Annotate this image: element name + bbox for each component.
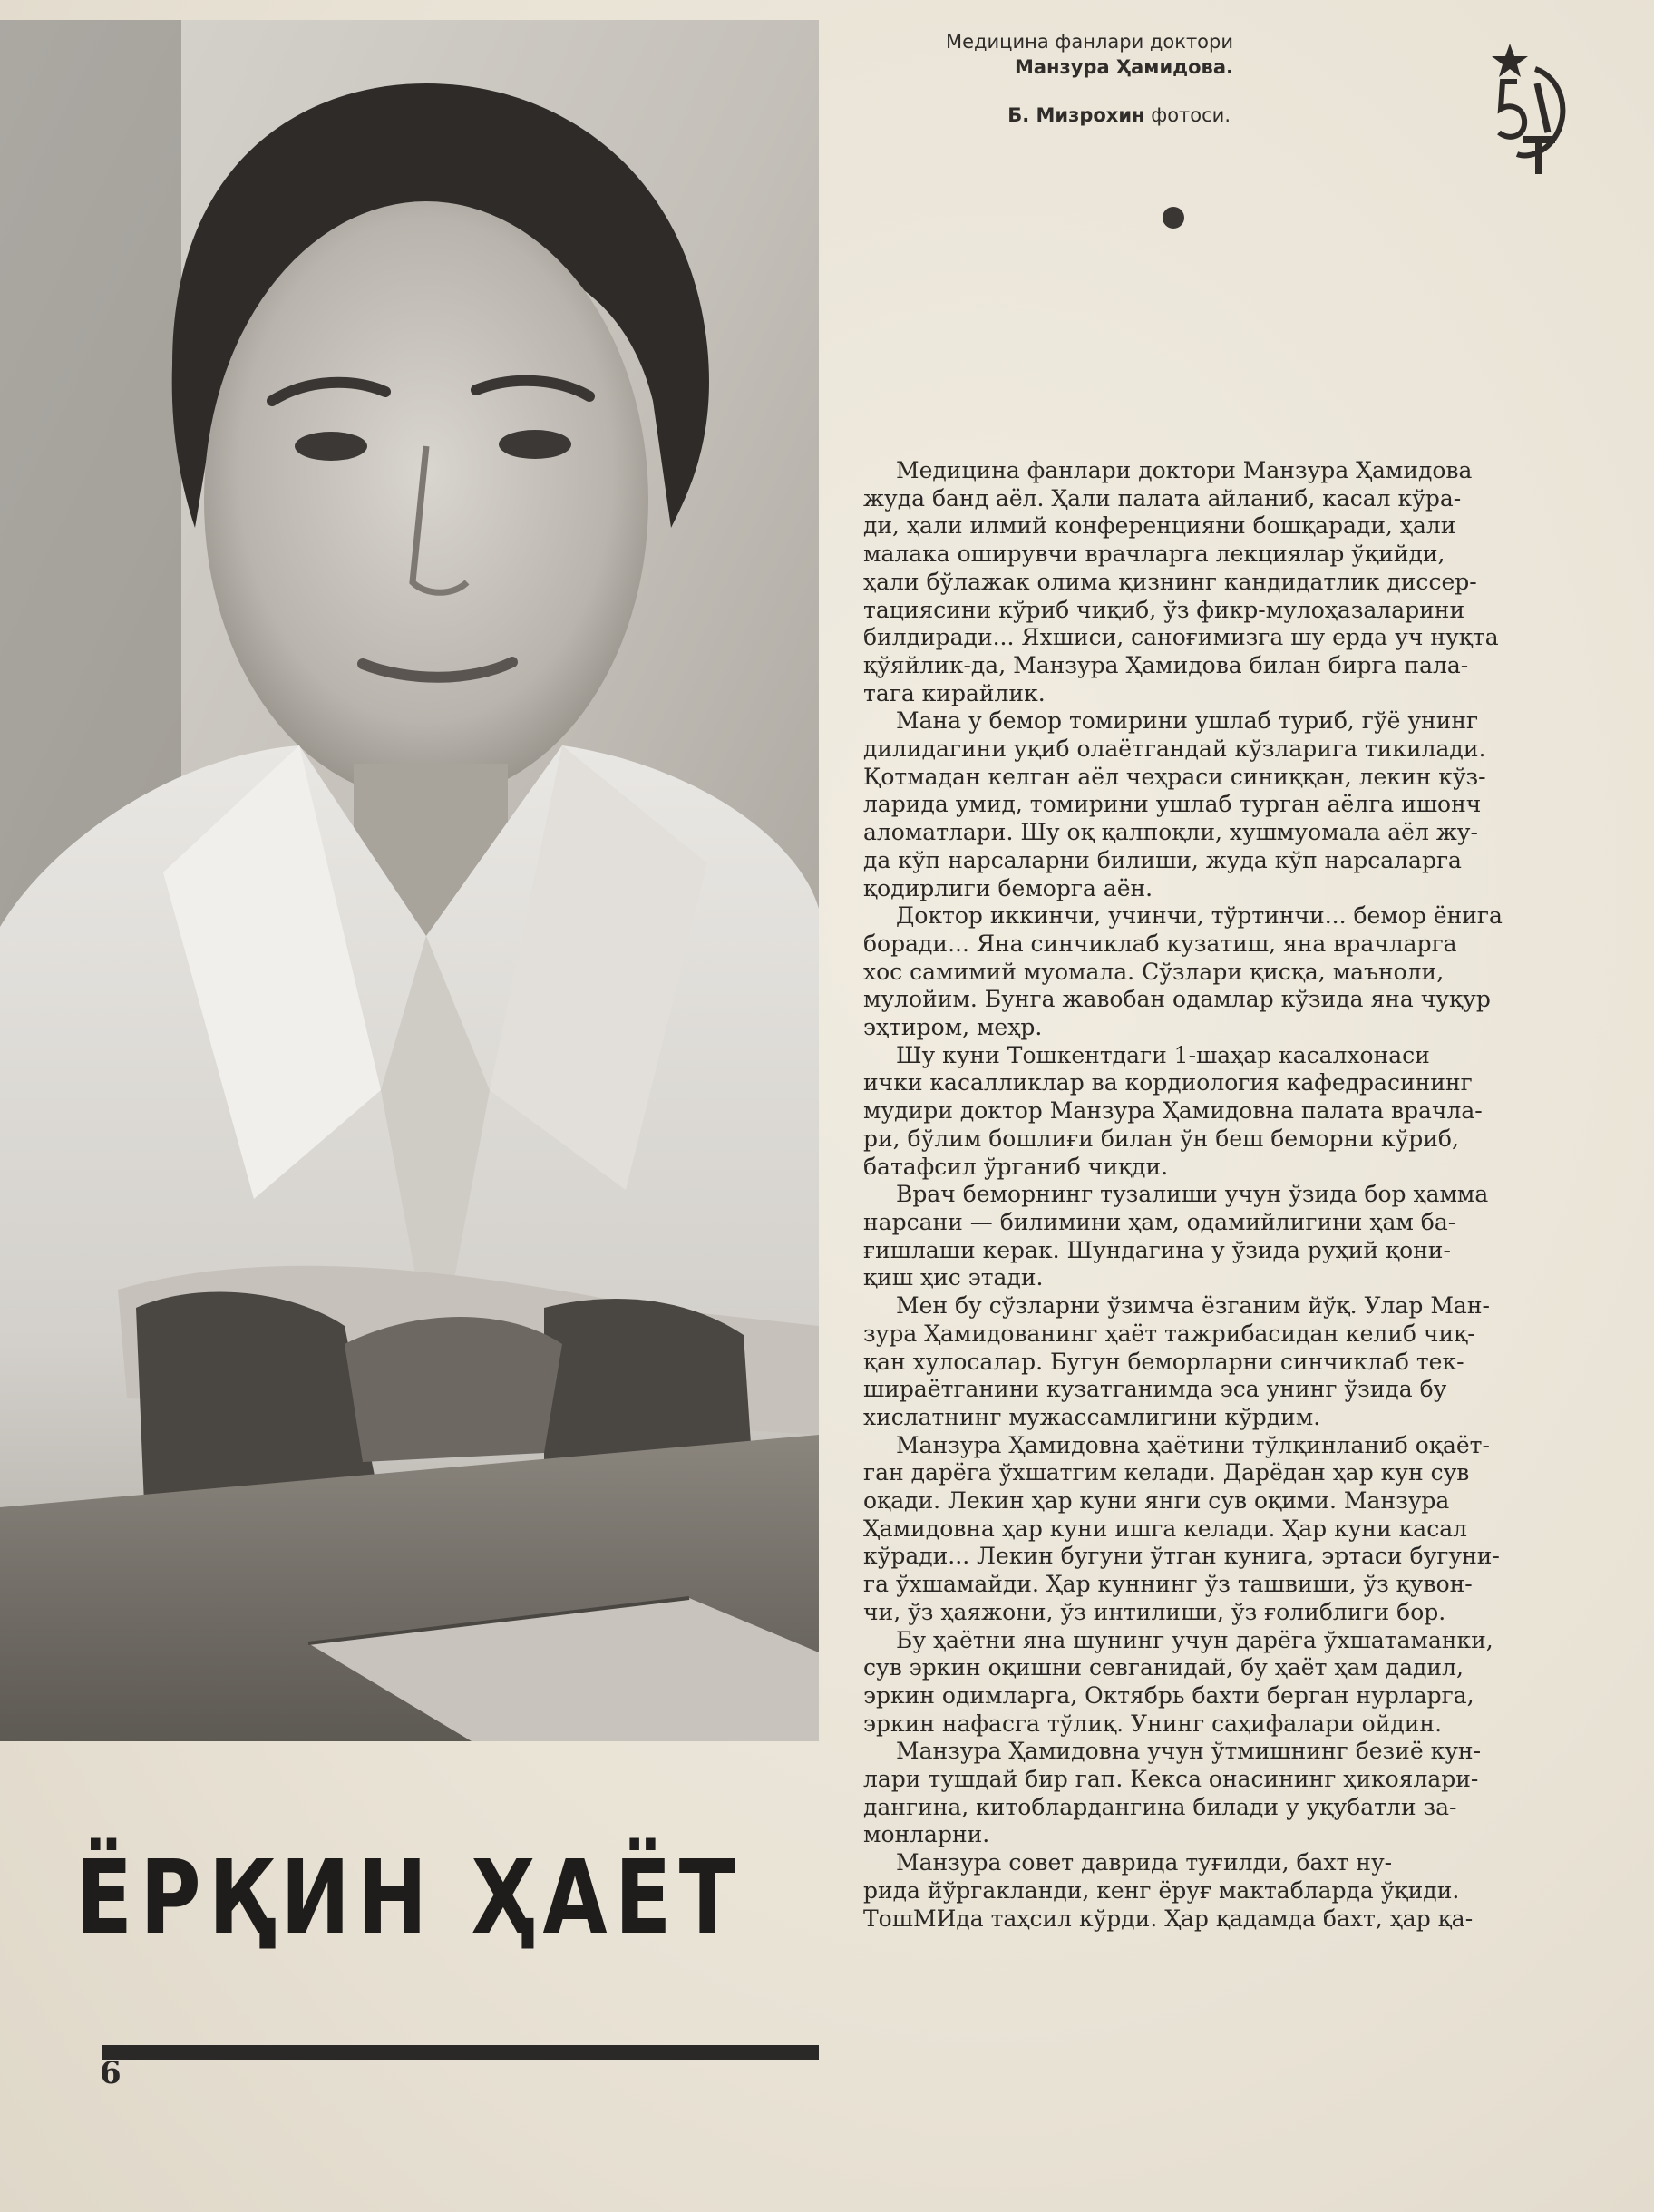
horizontal-rule [102, 2045, 819, 2060]
paragraph: Манзура Ҳамидовна учун ўтмишнинг безиё кун- лари тушдай бир гап. Кекса онасининг ҳикоялари- дангина, китоблардангина билади у уқубатли за- монларни. [863, 1738, 1482, 1848]
paragraph: Манзура Ҳамидовна ҳаётини тўлқинланиб оқаёт- ган дарёга ўхшатгим келади. Дарёдан ҳар кун сув оқади. Лекин ҳар куни янги сув оқими. Манзура Ҳамидовна ҳар куни ишга келади. Ҳар куни касал кўради... Лекин бугуни ўтган кунига, эртаси бугуни- га ўхшамайди. Ҳар куннинг ўз ташвиши, ўз қувон- чи, ўз ҳаяжони, ўз интилиши, ўз ғолиблиги бор. [863, 1431, 1500, 1625]
paragraph: Манзура совет даврида туғилди, бахт ну- рида йўргакланди, кенг ёруғ мактабларда ўқиди. ТошМИда таҳсил кўрди. Ҳар қадамда бахт, ҳар қа- [863, 1849, 1474, 1932]
photo-credit [871, 104, 1231, 126]
paragraph: Мен бу сўзларни ўзимча ёзганим йўқ. Улар Ман- зура Ҳамидованинг ҳаёт тажрибасидан келиб чиқ- қан хулосалар. Бугун беморларни синчиклаб тек- шираётганини кузатганимда эса унинг ўзида бу хислатнинг мужассамлигини кўрдим. [863, 1292, 1490, 1430]
paragraph: Доктор иккинчи, учинчи, тўртинчи... бемор ёнига боради... Яна синчиклаб кузатиш, яна врачларга хос самимий муомала. Сўзлари қисқа, маъноли, мулойим. Бунга жавобан одамлар кўзида яна чуқур эҳтиром, меҳр. [863, 902, 1503, 1041]
anniversary-emblem-icon [1490, 42, 1568, 176]
paragraph: Мана у бемор томирини ушлаб туриб, гўё унинг дилидагини уқиб олаётгандай кўзларига тикилади. Қотмадан келган аёл чеҳраси синиққан, лекин кўз- ларида умид, томирини ушлаб турган аёлга ишонч аломатлари. Шу оқ қалпоқли, хушмуомала аёл жу- да кўп нарсаларни билиши, жуда кўп нарсаларга қодирлиги беморга аён. [863, 707, 1486, 901]
photo-caption [871, 29, 1233, 80]
page-number: 6 [100, 2055, 122, 2091]
portrait-illustration [0, 20, 819, 1741]
portrait-photo [0, 20, 819, 1741]
paragraph: Бу ҳаётни яна шунинг учун дарёга ўхшатаманки, сув эркин оқишни севганидай, бу ҳаёт ҳам дадил, эркин одимларга, Октябрь бахти берган нурларга, эркин нафасга тўлиқ. Унинг саҳифалари ойдин. [863, 1626, 1493, 1737]
article-headline: ЁРҚИН ҲАЁТ [75, 1839, 744, 1957]
photo-credit-suffix: фотоси. [1144, 104, 1231, 126]
caption-title: Медицина фанлари доктори [945, 31, 1233, 53]
photographer-name: Б. Мизрохин [1007, 104, 1145, 126]
paragraph: Врач беморнинг тузалиши учун ўзида бор ҳамма нарсани — билимини ҳам, одамийлигини ҳам ба- ғишлаши керак. Шундагина у ўзида руҳий қони- қиш ҳис этади. [863, 1181, 1489, 1291]
paragraph: Медицина фанлари доктори Манзура Ҳамидова жуда банд аёл. Ҳали палата айланиб, касал кўра- ди, ҳали илмий конференцияни бошқаради, ҳали малака оширувчи врачларга лекциялар ўқийди, ҳали бўлажак олима қизнинг кандидатлик диссер- тациясини кўриб чиқиб, ўз фикр-мулоҳазаларини билдиради... Яхшиси, саноғимизга шу ерда уч нуқта қўяйлик-да, Манзура Ҳамидова билан бирга пала- тага кирайлик. [863, 457, 1499, 706]
section-bullet-icon [1163, 207, 1184, 229]
article-body [863, 453, 1589, 1933]
paragraph: Шу куни Тошкентдаги 1-шаҳар касалхонаси ички касалликлар ва кордиология кафедрасининг мудири доктор Манзура Ҳамидовна палата врачла- ри, бўлим бошлиғи билан ўн беш беморни кўриб, батафсил ўрганиб чиқди. [863, 1041, 1483, 1180]
caption-name: Манзура Ҳамидова. [1014, 56, 1233, 78]
